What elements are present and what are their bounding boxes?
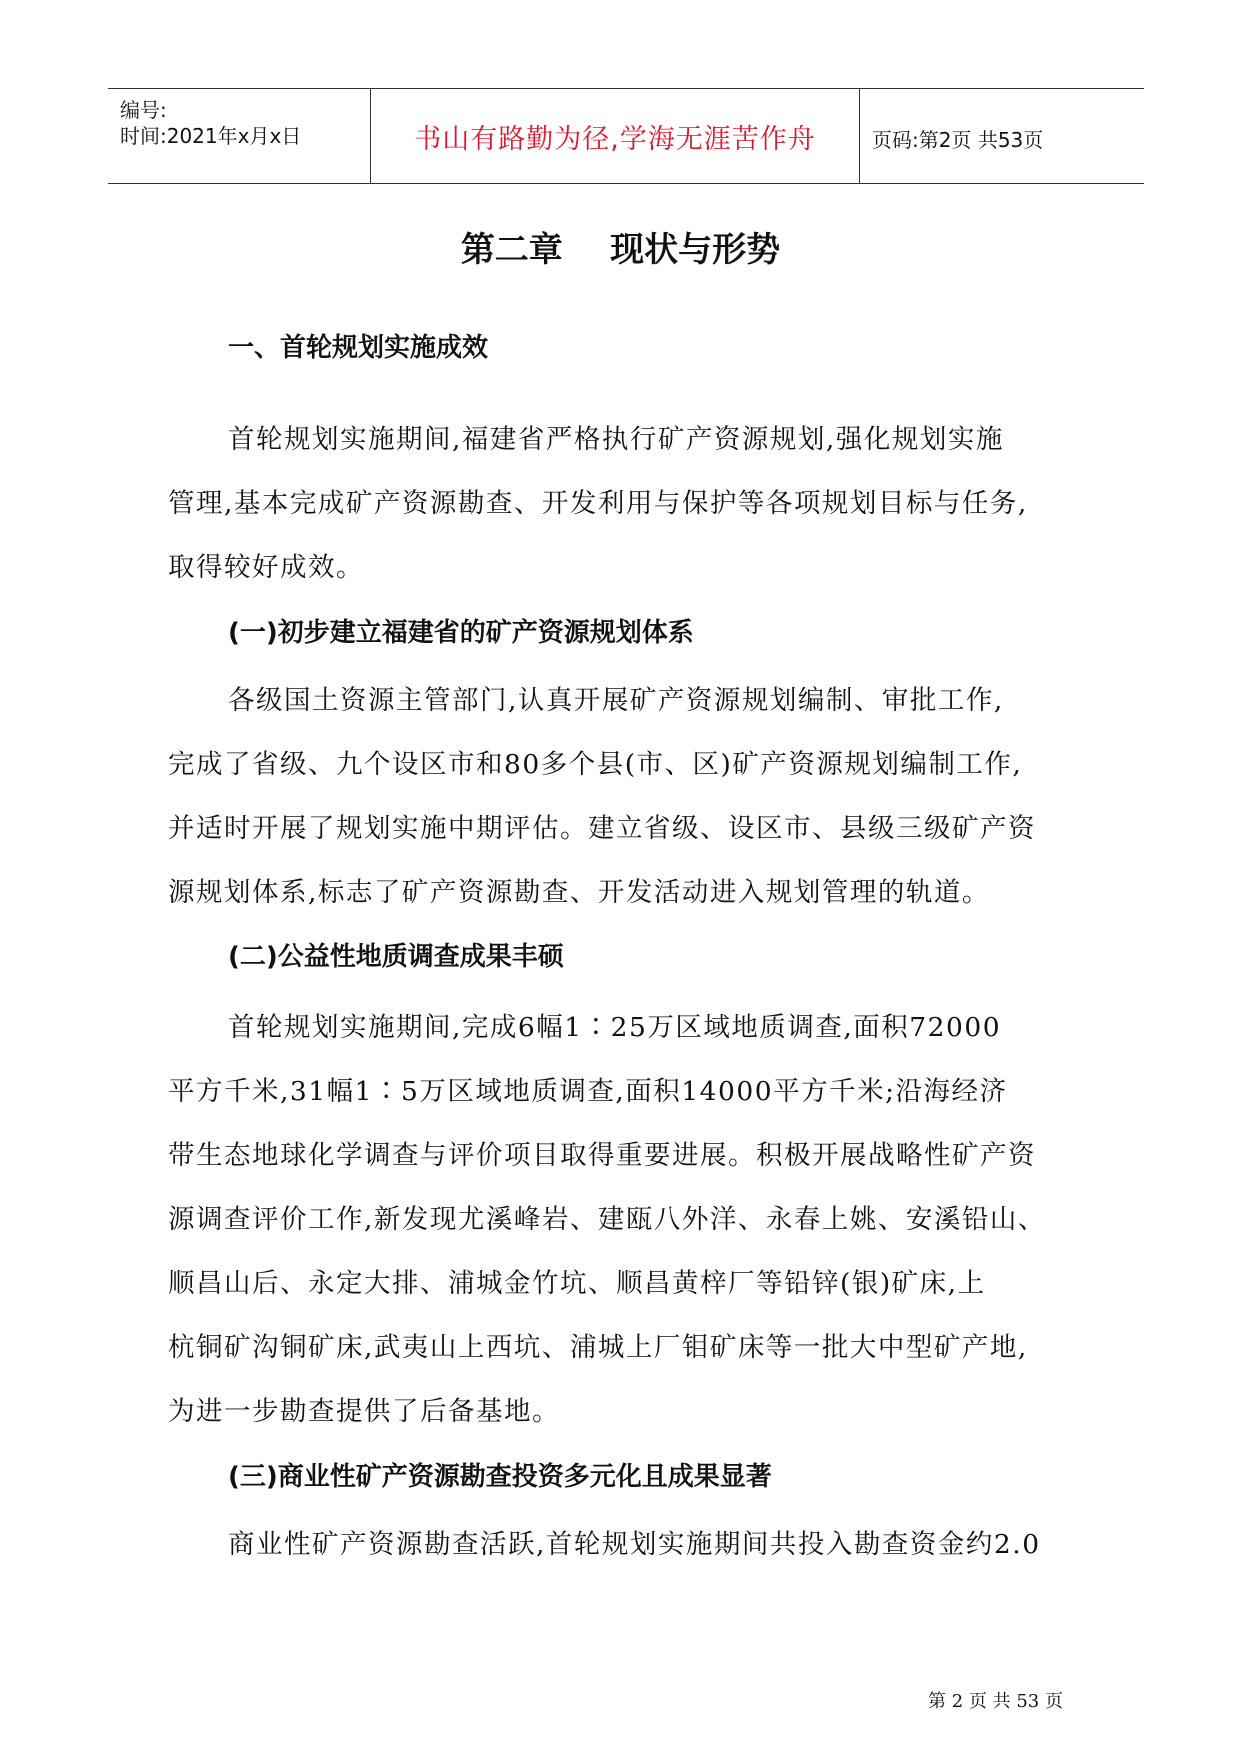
paragraph-line: 源调查评价工作,新发现尤溪峰岩、建瓯八外洋、永春上姚、安溪铅山、 (168, 1204, 1046, 1235)
paragraph-line: 取得较好成效。 (168, 552, 364, 583)
paragraph-line: 商业性矿产资源勘查活跃,首轮规划实施期间共投入勘查资金约2.0 (228, 1529, 1041, 1560)
document-number-label: 编号: (120, 98, 167, 122)
section-title: 一、首轮规划实施成效 (228, 333, 489, 363)
header-left-cell (108, 89, 370, 183)
paragraph-line: 并适时开展了规划实施中期评估。建立省级、设区市、县级三级矿产资 (168, 813, 1036, 844)
subsection-title-2: (二)公益性地质调查成果丰硕 (228, 942, 564, 972)
document-time-label: 时间:2021年x月x日 (120, 124, 302, 148)
chapter-title: 第二章 现状与形势 (460, 230, 781, 270)
paragraph-line: 各级国土资源主管部门,认真开展矿产资源规划编制、审批工作, (228, 685, 1004, 716)
header-motto-cell (370, 89, 860, 183)
paragraph-line: 平方千米,31幅1∶5万区域地质调查,面积14000平方千米;沿海经济 (168, 1076, 1008, 1107)
header-page-cell (858, 89, 1144, 183)
page-header (108, 88, 1144, 184)
header-page-number: 页码:第2页 共53页 (872, 128, 1044, 152)
subsection-title-3: (三)商业性矿产资源勘查投资多元化且成果显著 (228, 1462, 772, 1492)
subsection-title-1: (一)初步建立福建省的矿产资源规划体系 (228, 618, 694, 648)
paragraph-line: 首轮规划实施期间,完成6幅1∶25万区域地质调查,面积72000 (228, 1012, 1002, 1043)
page-footer: 第 2 页 共 53 页 (928, 1691, 1063, 1712)
paragraph-line: 首轮规划实施期间,福建省严格执行矿产资源规划,强化规划实施 (228, 424, 1004, 455)
header-motto: 书山有路勤为径,学海无涯苦作舟 (414, 124, 816, 155)
paragraph-line: 源规划体系,标志了矿产资源勘查、开发活动进入规划管理的轨道。 (168, 877, 990, 908)
paragraph-line: 管理,基本完成矿产资源勘查、开发利用与保护等各项规划目标与任务, (168, 488, 1028, 519)
paragraph-line: 完成了省级、九个设区市和80多个县(市、区)矿产资源规划编制工作, (168, 749, 1023, 780)
paragraph-line: 带生态地球化学调查与评价项目取得重要进展。积极开展战略性矿产资 (168, 1140, 1036, 1171)
paragraph-line: 杭铜矿沟铜矿床,武夷山上西坑、浦城上厂钼矿床等一批大中型矿产地, (168, 1332, 1028, 1363)
paragraph-line: 为进一步勘查提供了后备基地。 (168, 1396, 560, 1427)
paragraph-line: 顺昌山后、永定大排、浦城金竹坑、顺昌黄梓厂等铅锌(银)矿床,上 (168, 1268, 986, 1299)
